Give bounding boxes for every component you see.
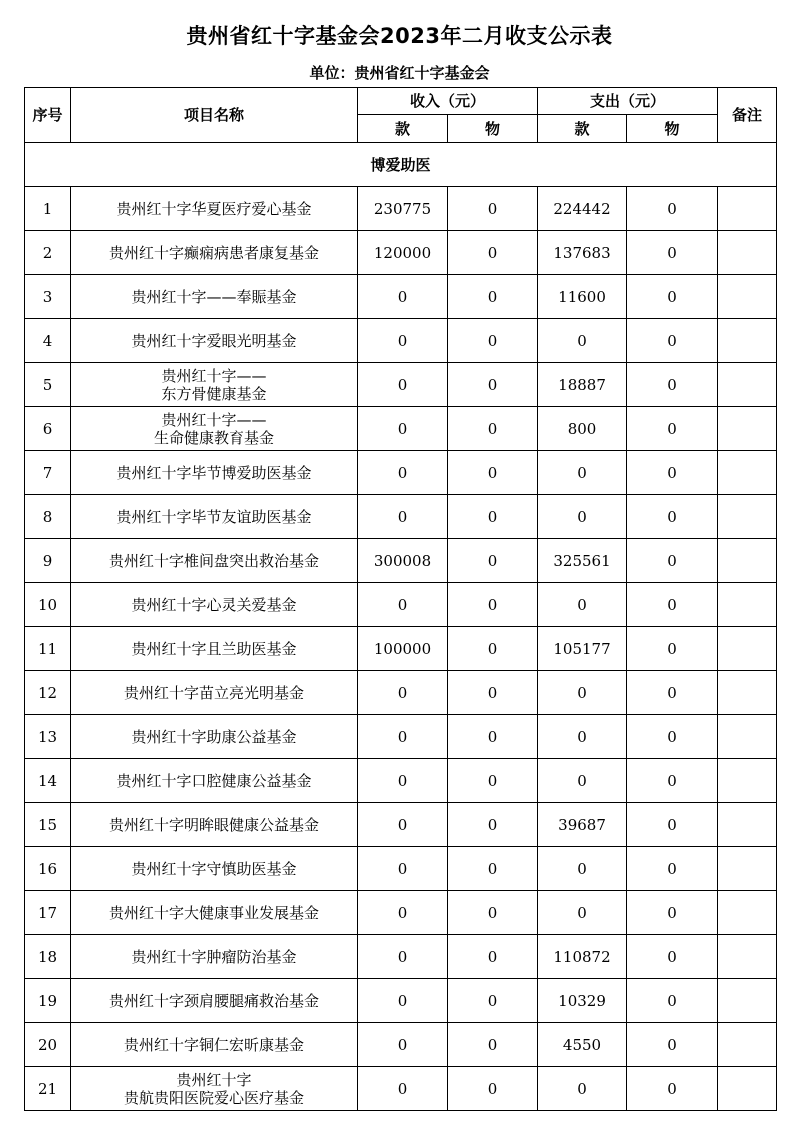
- cell-expense-goods: 0: [627, 231, 718, 275]
- cell-seq: 16: [25, 847, 71, 891]
- cell-income-cash: 0: [358, 363, 448, 407]
- cell-expense-goods: 0: [627, 363, 718, 407]
- cell-seq: 19: [25, 979, 71, 1023]
- section-title: 博爱助医: [25, 143, 777, 187]
- cell-seq: 7: [25, 451, 71, 495]
- table-row: [25, 495, 777, 539]
- name-line: 贵州红十字心灵关爱基金: [131, 595, 297, 614]
- table-row: [25, 275, 777, 319]
- table-row: [25, 847, 777, 891]
- table-row: [25, 935, 777, 979]
- table-row: [25, 891, 777, 935]
- cell-expense-goods: 0: [627, 759, 718, 803]
- cell-income-cash: 0: [358, 495, 448, 539]
- table-row: [25, 759, 777, 803]
- cell-expense-goods: 0: [627, 539, 718, 583]
- cell-name: [71, 539, 358, 583]
- cell-seq: 6: [25, 407, 71, 451]
- cell-name: [71, 407, 358, 451]
- cell-seq: 21: [25, 1067, 71, 1111]
- cell-seq: 12: [25, 671, 71, 715]
- name-line: 贵州红十字——奉賑基金: [131, 287, 297, 306]
- cell-seq: 8: [25, 495, 71, 539]
- cell-expense-cash: 224442: [538, 187, 627, 231]
- name-line: 贵州红十字椎间盘突出救治基金: [108, 551, 319, 570]
- header-expense-goods: 物: [627, 115, 718, 143]
- cell-seq: 4: [25, 319, 71, 363]
- header-income-cash: 款: [358, 115, 448, 143]
- cell-seq: 9: [25, 539, 71, 583]
- name-line: 贵州红十字铜仁宏昕康基金: [123, 1035, 304, 1054]
- cell-name: [71, 319, 358, 363]
- cell-income-goods: 0: [448, 891, 538, 935]
- cell-expense-goods: 0: [627, 627, 718, 671]
- cell-expense-goods: 0: [627, 407, 718, 451]
- cell-income-cash: 0: [358, 451, 448, 495]
- name-line: 贵州红十字毕节友谊助医基金: [116, 507, 312, 526]
- table-row: [25, 187, 777, 231]
- name-line: 贵州红十字——: [161, 410, 267, 429]
- table-row: [25, 451, 777, 495]
- cell-income-cash: 100000: [358, 627, 448, 671]
- cell-expense-goods: 0: [627, 715, 718, 759]
- header-income-goods: 物: [448, 115, 538, 143]
- header-expense-cash: 款: [538, 115, 627, 143]
- table-row: [25, 671, 777, 715]
- cell-income-cash: 0: [358, 407, 448, 451]
- cell-income-goods: 0: [448, 935, 538, 979]
- table-row: [25, 627, 777, 671]
- cell-expense-goods: 0: [627, 275, 718, 319]
- table-body: [25, 143, 777, 1111]
- cell-income-goods: 0: [448, 539, 538, 583]
- cell-expense-cash: 0: [538, 583, 627, 627]
- table-row: [25, 979, 777, 1023]
- cell-income-goods: 0: [448, 495, 538, 539]
- cell-expense-cash: 0: [538, 847, 627, 891]
- name-line: 贵州红十字明眸眼健康公益基金: [108, 815, 319, 834]
- cell-note: [718, 495, 777, 539]
- finance-table: [24, 87, 777, 1111]
- cell-note: [718, 187, 777, 231]
- cell-name: [71, 979, 358, 1023]
- cell-income-goods: 0: [448, 583, 538, 627]
- header-name: 项目名称: [71, 88, 358, 143]
- name-line: 贵州红十字肿瘤防治基金: [131, 947, 297, 966]
- table-row: [25, 715, 777, 759]
- name-line: 贵州红十字华夏医疗爱心基金: [116, 199, 312, 218]
- name-line: 贵州红十字且兰助医基金: [131, 639, 297, 658]
- cell-expense-cash: 137683: [538, 231, 627, 275]
- cell-income-goods: 0: [448, 979, 538, 1023]
- cell-note: [718, 803, 777, 847]
- cell-income-goods: 0: [448, 319, 538, 363]
- cell-income-goods: 0: [448, 759, 538, 803]
- name-line: 贵航贵阳医院爱心医疗基金: [123, 1088, 304, 1107]
- header-income: 收入（元）: [358, 88, 538, 115]
- cell-seq: 11: [25, 627, 71, 671]
- cell-income-goods: 0: [448, 715, 538, 759]
- cell-income-goods: 0: [448, 847, 538, 891]
- table-row: [25, 407, 777, 451]
- cell-income-cash: 0: [358, 583, 448, 627]
- cell-income-goods: 0: [448, 231, 538, 275]
- cell-name: [71, 1067, 358, 1111]
- name-line: 贵州红十字口腔健康公益基金: [116, 771, 312, 790]
- cell-expense-goods: 0: [627, 451, 718, 495]
- cell-seq: 5: [25, 363, 71, 407]
- cell-expense-cash: 0: [538, 495, 627, 539]
- cell-income-cash: 0: [358, 671, 448, 715]
- cell-expense-goods: 0: [627, 1067, 718, 1111]
- cell-expense-goods: 0: [627, 583, 718, 627]
- cell-name: [71, 451, 358, 495]
- cell-name: [71, 583, 358, 627]
- cell-income-cash: 0: [358, 1023, 448, 1067]
- cell-expense-goods: 0: [627, 935, 718, 979]
- cell-note: [718, 319, 777, 363]
- cell-expense-goods: 0: [627, 979, 718, 1023]
- cell-expense-cash: 0: [538, 1067, 627, 1111]
- cell-expense-goods: 0: [627, 319, 718, 363]
- cell-expense-goods: 0: [627, 803, 718, 847]
- table-row: [25, 231, 777, 275]
- table-row: [25, 363, 777, 407]
- cell-seq: 13: [25, 715, 71, 759]
- cell-expense-cash: 0: [538, 451, 627, 495]
- cell-seq: 10: [25, 583, 71, 627]
- name-line: 贵州红十字守慎助医基金: [131, 859, 297, 878]
- page-title: 贵州省红十字基金会2023年二月收支公示表: [186, 24, 613, 48]
- name-line: 贵州红十字助康公益基金: [131, 727, 297, 746]
- cell-name: [71, 1023, 358, 1067]
- cell-income-cash: 230775: [358, 187, 448, 231]
- name-line: 贵州红十字苗立亮光明基金: [123, 683, 304, 702]
- cell-expense-goods: 0: [627, 671, 718, 715]
- cell-income-goods: 0: [448, 187, 538, 231]
- name-line: 贵州红十字癫痫病患者康复基金: [108, 243, 319, 262]
- cell-expense-cash: 0: [538, 319, 627, 363]
- cell-income-goods: 0: [448, 671, 538, 715]
- cell-income-goods: 0: [448, 627, 538, 671]
- cell-expense-goods: 0: [627, 187, 718, 231]
- header-note: 备注: [718, 88, 777, 143]
- cell-expense-goods: 0: [627, 495, 718, 539]
- table-row: [25, 539, 777, 583]
- table-row: [25, 583, 777, 627]
- cell-seq: 17: [25, 891, 71, 935]
- cell-income-cash: 0: [358, 935, 448, 979]
- cell-note: [718, 671, 777, 715]
- name-line: 贵州红十字——: [161, 366, 267, 385]
- cell-name: [71, 231, 358, 275]
- unit-label: 单位：贵州省红十字基金会: [309, 64, 490, 82]
- cell-note: [718, 275, 777, 319]
- table-row: [25, 319, 777, 363]
- name-line: 贵州红十字爱眼光明基金: [131, 331, 297, 350]
- cell-expense-cash: 0: [538, 759, 627, 803]
- name-line: 贵州红十字毕节博爱助医基金: [116, 463, 312, 482]
- cell-income-cash: 300008: [358, 539, 448, 583]
- cell-income-goods: 0: [448, 1067, 538, 1111]
- cell-name: [71, 847, 358, 891]
- cell-expense-cash: 4550: [538, 1023, 627, 1067]
- cell-income-goods: 0: [448, 1023, 538, 1067]
- cell-income-goods: 0: [448, 407, 538, 451]
- cell-expense-goods: 0: [627, 891, 718, 935]
- cell-note: [718, 1023, 777, 1067]
- cell-expense-cash: 325561: [538, 539, 627, 583]
- cell-note: [718, 1067, 777, 1111]
- cell-expense-cash: 0: [538, 715, 627, 759]
- cell-expense-cash: 11600: [538, 275, 627, 319]
- cell-name: [71, 715, 358, 759]
- cell-name: [71, 935, 358, 979]
- cell-expense-cash: 0: [538, 671, 627, 715]
- header-seq: 序号: [25, 88, 71, 143]
- cell-income-cash: 120000: [358, 231, 448, 275]
- cell-expense-cash: 39687: [538, 803, 627, 847]
- cell-expense-goods: 0: [627, 847, 718, 891]
- name-line: 贵州红十字颈肩腰腿痛救治基金: [108, 991, 319, 1010]
- cell-name: [71, 187, 358, 231]
- cell-income-cash: 0: [358, 759, 448, 803]
- cell-note: [718, 759, 777, 803]
- cell-income-goods: 0: [448, 275, 538, 319]
- cell-income-cash: 0: [358, 979, 448, 1023]
- cell-income-goods: 0: [448, 363, 538, 407]
- name-line: 生命健康教育基金: [153, 428, 274, 447]
- cell-seq: 15: [25, 803, 71, 847]
- cell-name: [71, 495, 358, 539]
- cell-income-cash: 0: [358, 891, 448, 935]
- cell-expense-goods: 0: [627, 1023, 718, 1067]
- cell-income-cash: 0: [358, 275, 448, 319]
- cell-note: [718, 891, 777, 935]
- cell-income-goods: 0: [448, 451, 538, 495]
- name-line: 贵州红十字大健康事业发展基金: [108, 903, 319, 922]
- cell-seq: 18: [25, 935, 71, 979]
- cell-income-cash: 0: [358, 1067, 448, 1111]
- cell-seq: 3: [25, 275, 71, 319]
- cell-income-cash: 0: [358, 319, 448, 363]
- cell-expense-cash: 105177: [538, 627, 627, 671]
- cell-name: [71, 363, 358, 407]
- cell-expense-cash: 10329: [538, 979, 627, 1023]
- header-expense: 支出（元）: [538, 88, 718, 115]
- cell-note: [718, 583, 777, 627]
- cell-name: [71, 891, 358, 935]
- cell-name: [71, 275, 358, 319]
- cell-name: [71, 803, 358, 847]
- cell-expense-cash: 110872: [538, 935, 627, 979]
- cell-income-cash: 0: [358, 715, 448, 759]
- cell-name: [71, 671, 358, 715]
- name-line: 东方骨健康基金: [161, 384, 267, 403]
- cell-note: [718, 539, 777, 583]
- cell-name: [71, 627, 358, 671]
- name-line: 贵州红十字: [176, 1070, 252, 1089]
- cell-expense-cash: 0: [538, 891, 627, 935]
- cell-note: [718, 407, 777, 451]
- cell-note: [718, 451, 777, 495]
- cell-seq: 14: [25, 759, 71, 803]
- table-row: [25, 803, 777, 847]
- cell-income-cash: 0: [358, 847, 448, 891]
- table-row: [25, 1023, 777, 1067]
- cell-note: [718, 231, 777, 275]
- table-row: [25, 1067, 777, 1111]
- cell-seq: 1: [25, 187, 71, 231]
- cell-note: [718, 935, 777, 979]
- cell-expense-cash: 800: [538, 407, 627, 451]
- cell-note: [718, 715, 777, 759]
- cell-note: [718, 363, 777, 407]
- cell-note: [718, 847, 777, 891]
- cell-note: [718, 979, 777, 1023]
- cell-note: [718, 627, 777, 671]
- cell-income-goods: 0: [448, 803, 538, 847]
- cell-income-cash: 0: [358, 803, 448, 847]
- cell-seq: 20: [25, 1023, 71, 1067]
- cell-name: [71, 759, 358, 803]
- cell-seq: 2: [25, 231, 71, 275]
- cell-expense-cash: 18887: [538, 363, 627, 407]
